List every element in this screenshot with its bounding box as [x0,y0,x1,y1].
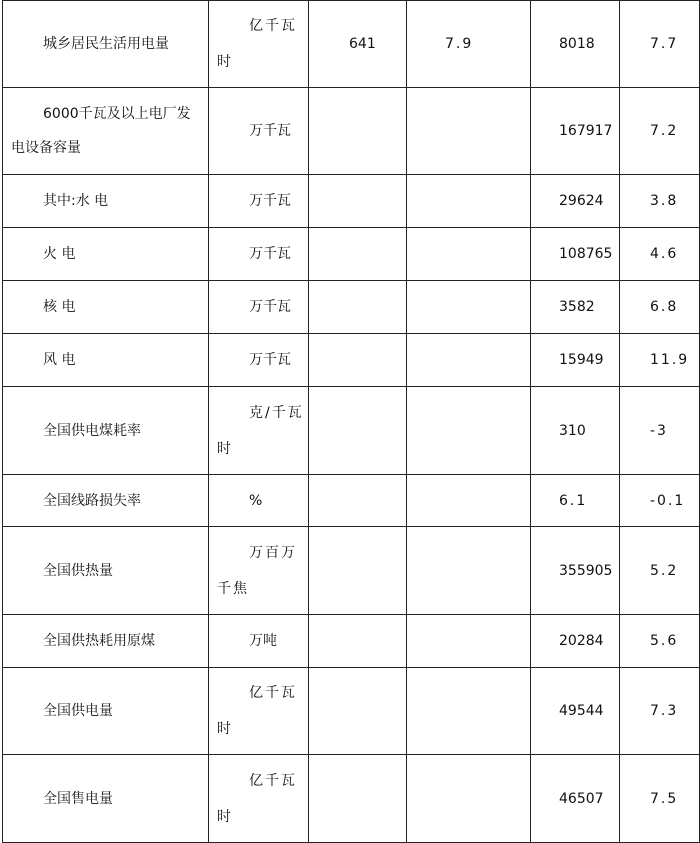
unit-label: 万千瓦 [249,299,291,315]
indicator-name: 全国供电量 [43,703,113,719]
ytd-value: 15949 [559,352,604,368]
ytd-growth: 4.6 [650,246,679,262]
indicator-name-cell [3,527,209,615]
unit-label: 克/千瓦时 [217,404,304,457]
table-row [3,1,700,88]
unit-cell [209,755,309,843]
indicator-name: 全国供热量 [43,562,113,579]
indicator-name-cell [3,475,209,527]
unit-label: 万吨 [249,633,277,649]
month-growth-cell [407,88,531,175]
ytd-growth-cell [620,281,700,334]
table-row [3,281,700,334]
month-growth-cell [407,1,531,88]
indicator-name: 火 电 [43,246,76,262]
month-growth-cell [407,615,531,668]
unit-cell [209,334,309,387]
ytd-value: 8018 [559,36,595,52]
ytd-value: 355905 [559,562,613,579]
unit-cell [209,1,309,88]
month-growth-cell [407,475,531,527]
ytd-growth: 11.9 [650,352,690,368]
table-row [3,175,700,228]
table-row [3,334,700,387]
unit-cell [209,88,309,175]
ytd-value-cell [531,334,620,387]
unit-cell [209,615,309,668]
ytd-growth-cell [620,755,700,843]
unit-label: 万千瓦 [249,352,291,368]
unit-label: 万千瓦 [249,193,291,209]
indicator-name-cell [3,615,209,668]
ytd-growth: 7.2 [650,123,679,139]
month-growth-cell [407,755,531,843]
month-value-cell [309,228,407,281]
unit-cell [209,475,309,527]
ytd-growth: -0.1 [650,492,686,509]
ytd-value: 3582 [559,299,595,315]
indicator-name-cell [3,668,209,755]
ytd-growth-cell [620,475,700,527]
indicator-name: 6000千瓦及以上电厂发电设备容量 [11,106,191,156]
power-statistics-table [2,0,700,843]
ytd-value-cell [531,88,620,175]
indicator-name: 全国售电量 [43,790,113,807]
ytd-growth: 3.8 [650,193,679,209]
ytd-value: 310 [559,422,586,439]
unit-label: 万千瓦 [249,123,291,139]
month-growth: 7.9 [445,36,474,52]
month-value-cell [309,615,407,668]
table-row [3,527,700,615]
month-value-cell [309,668,407,755]
unit-cell [209,175,309,228]
unit-cell [209,228,309,281]
indicator-name-cell [3,281,209,334]
ytd-growth: 6.8 [650,299,679,315]
ytd-value-cell [531,1,620,88]
month-growth-cell [407,668,531,755]
indicator-name-cell [3,755,209,843]
ytd-value-cell [531,615,620,668]
ytd-growth-cell [620,1,700,88]
month-value: 641 [349,36,376,52]
ytd-value: 167917 [559,123,613,139]
month-growth-cell [407,334,531,387]
ytd-value-cell [531,668,620,755]
month-value-cell [309,387,407,475]
indicator-name-cell [3,1,209,88]
indicator-name-cell [3,387,209,475]
table-row [3,228,700,281]
month-growth-cell [407,387,531,475]
indicator-name-cell [3,334,209,387]
ytd-value-cell [531,281,620,334]
indicator-name-cell [3,88,209,175]
table-row [3,475,700,527]
indicator-name: 核 电 [43,299,76,315]
indicator-name-cell [3,175,209,228]
month-growth-cell [407,175,531,228]
ytd-growth-cell [620,175,700,228]
indicator-name: 风 电 [43,352,76,368]
ytd-growth-cell [620,668,700,755]
ytd-value-cell [531,175,620,228]
month-growth-cell [407,527,531,615]
ytd-value: 6.1 [559,492,588,509]
table-row [3,387,700,475]
table-row [3,755,700,843]
unit-label: % [249,492,263,509]
ytd-growth-cell [620,615,700,668]
ytd-value-cell [531,475,620,527]
ytd-value-cell [531,527,620,615]
ytd-value-cell [531,387,620,475]
table-row [3,88,700,175]
indicator-name-cell [3,228,209,281]
month-value-cell [309,527,407,615]
month-value-cell [309,475,407,527]
ytd-growth: 7.5 [650,790,679,807]
indicator-name: 城乡居民生活用电量 [43,36,169,52]
ytd-growth-cell [620,334,700,387]
ytd-growth-cell [620,88,700,175]
unit-cell [209,281,309,334]
unit-label: 亿千瓦时 [217,18,297,70]
table-row [3,615,700,668]
ytd-growth-cell [620,527,700,615]
unit-label: 万百万千焦 [217,544,297,597]
ytd-growth: 7.3 [650,703,679,719]
ytd-growth: -3 [650,422,668,439]
month-value-cell [309,281,407,334]
ytd-growth-cell [620,228,700,281]
ytd-value-cell [531,755,620,843]
unit-cell [209,387,309,475]
ytd-growth: 7.7 [650,36,679,52]
month-growth-cell [407,281,531,334]
ytd-value: 49544 [559,703,604,719]
indicator-name: 全国供热耗用原煤 [43,633,155,649]
ytd-value: 108765 [559,246,613,262]
month-value-cell [309,88,407,175]
unit-cell [209,527,309,615]
ytd-growth: 5.6 [650,633,679,649]
unit-cell [209,668,309,755]
ytd-value: 46507 [559,790,604,807]
month-value-cell [309,175,407,228]
ytd-growth: 5.2 [650,562,679,579]
unit-label: 万千瓦 [249,246,291,262]
unit-label: 亿千瓦时 [217,685,297,737]
ytd-value-cell [531,228,620,281]
month-growth-cell [407,228,531,281]
ytd-value: 29624 [559,193,604,209]
month-value-cell [309,755,407,843]
table-row [3,668,700,755]
ytd-growth-cell [620,387,700,475]
unit-label: 亿千瓦时 [217,772,297,825]
indicator-name: 其中:水 电 [43,193,109,209]
indicator-name: 全国供电煤耗率 [43,422,141,439]
month-value-cell [309,1,407,88]
indicator-name: 全国线路损失率 [43,492,141,509]
ytd-value: 20284 [559,633,604,649]
month-value-cell [309,334,407,387]
